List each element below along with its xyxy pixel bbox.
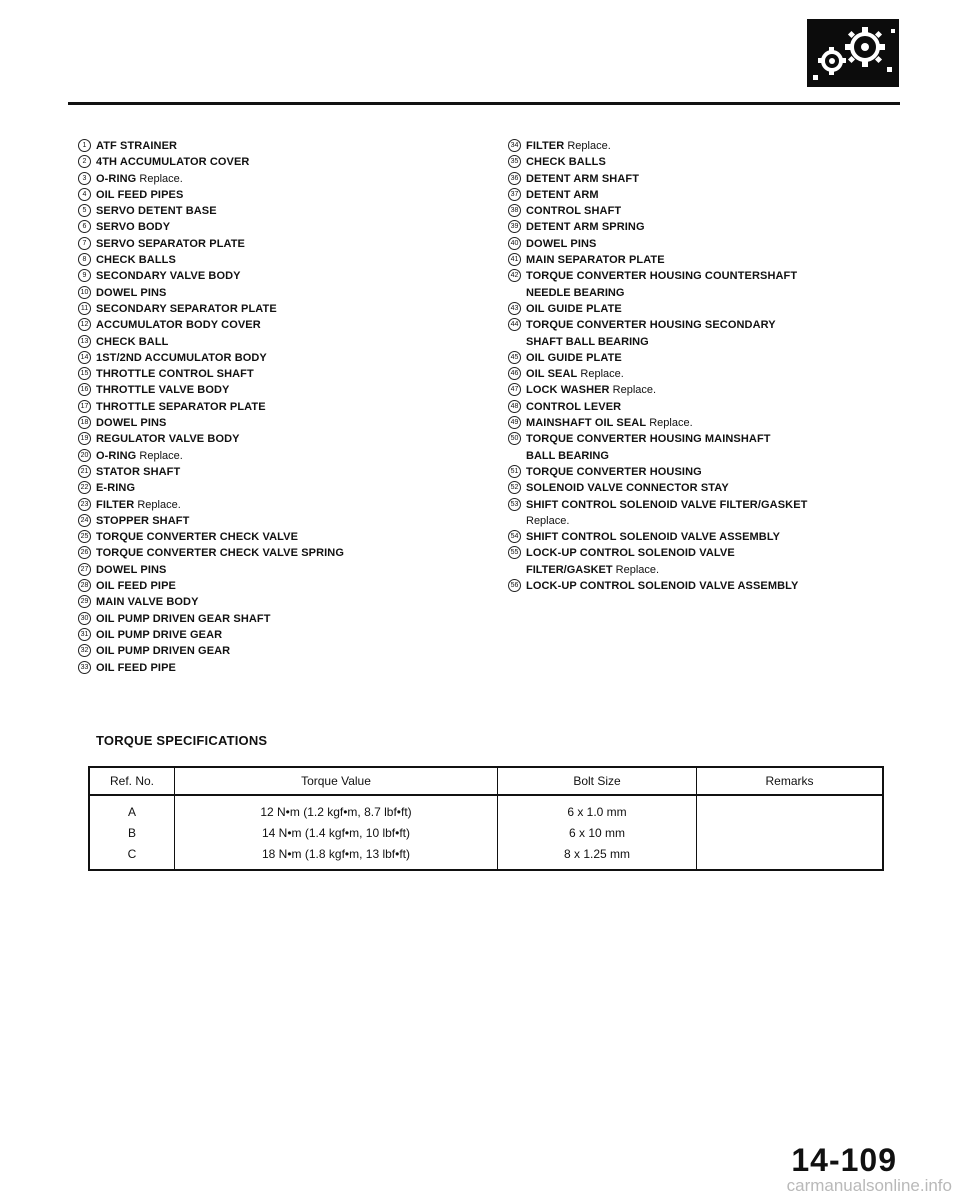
list-item [78, 545, 478, 561]
item-text [96, 431, 240, 447]
list-item [508, 317, 908, 350]
bolt-size: 8 x 1.25 mm [563, 847, 631, 861]
list-item [78, 627, 478, 643]
part-name: FILTER [526, 140, 565, 152]
item-number-badge: 6 [78, 220, 91, 233]
list-item [78, 448, 478, 464]
list-item [508, 203, 908, 219]
list-item [508, 415, 908, 431]
item-number-badge: 9 [78, 269, 91, 282]
part-note: Replace. [139, 172, 183, 185]
list-item [78, 350, 478, 366]
torque-cell [175, 795, 498, 870]
part-name: TORQUE CONVERTER HOUSING COUNTERSHAFT [526, 270, 798, 283]
part-note: Replace. [567, 140, 611, 152]
item-text [526, 268, 797, 301]
item-text [526, 236, 596, 252]
item-text [96, 382, 230, 398]
part-name: SERVO SEPARATOR PLATE [96, 237, 245, 250]
part-name: SERVO DETENT BASE [96, 205, 217, 218]
item-number-badge: 27 [78, 563, 91, 576]
part-name: CONTROL LEVER [526, 400, 622, 413]
bolt-size: 6 x 10 mm [568, 826, 625, 840]
part-name: O-RING [96, 449, 137, 462]
part-name: OIL FEED PIPE [96, 661, 176, 674]
ref-value: A [127, 805, 136, 819]
col-header-torque: Torque Value [175, 767, 498, 795]
item-text [96, 317, 261, 333]
list-item [508, 382, 908, 398]
item-number-badge: 15 [78, 367, 91, 380]
part-note: Replace. [139, 449, 183, 462]
part-name: SHIFT CONTROL SOLENOID VALVE FILTER/GASKET [526, 498, 808, 511]
item-text [96, 350, 267, 366]
list-item [78, 480, 478, 496]
item-text [96, 545, 344, 561]
part-name-line2: SHAFT BALL BEARING [526, 335, 649, 348]
item-number-badge: 46 [508, 367, 521, 380]
part-name-continued [526, 448, 771, 464]
list-item [78, 431, 478, 447]
item-number-badge: 30 [78, 612, 91, 625]
list-item [78, 301, 478, 317]
item-number-badge: 10 [78, 286, 91, 299]
part-name: LOCK-UP CONTROL SOLENOID VALVE ASSEMBLY [526, 580, 799, 593]
item-number-badge: 31 [78, 628, 91, 641]
part-note: Replace. [580, 368, 624, 381]
list-item [78, 252, 478, 268]
item-text [96, 660, 176, 676]
list-item [78, 578, 478, 594]
item-text [96, 171, 183, 187]
item-number-badge: 49 [508, 416, 521, 429]
torque-specs-table [88, 766, 884, 871]
remarks-cell [697, 795, 884, 870]
item-text [96, 301, 277, 317]
list-item [508, 138, 908, 154]
list-item [78, 187, 478, 203]
list-item [78, 529, 478, 545]
list-item [78, 497, 478, 513]
item-text [96, 366, 254, 382]
item-text [526, 382, 656, 398]
header-rule [68, 102, 900, 105]
list-item [78, 317, 478, 333]
item-text [96, 611, 271, 627]
list-item [78, 285, 478, 301]
item-number-badge: 7 [78, 237, 91, 250]
item-number-badge: 3 [78, 172, 91, 185]
list-item [78, 268, 478, 284]
item-number-badge: 52 [508, 481, 521, 494]
item-text [96, 236, 245, 252]
ref-value: C [127, 847, 137, 861]
item-number-badge: 56 [508, 579, 521, 592]
list-item [78, 660, 478, 676]
item-text [526, 154, 606, 170]
part-note: Replace. [526, 514, 570, 527]
list-item [508, 497, 908, 530]
item-number-badge: 32 [78, 644, 91, 657]
item-text [96, 578, 176, 594]
part-name: OIL GUIDE PLATE [526, 302, 622, 315]
part-name: SECONDARY VALVE BODY [96, 270, 241, 283]
part-name: DOWEL PINS [96, 563, 167, 576]
list-item [508, 219, 908, 235]
list-item [78, 562, 478, 578]
part-name: TORQUE CONVERTER HOUSING MAINSHAFT [526, 433, 771, 446]
list-item [78, 171, 478, 187]
item-number-badge: 36 [508, 172, 521, 185]
item-number-badge: 40 [508, 237, 521, 250]
part-name-line2: NEEDLE BEARING [526, 286, 625, 299]
list-item [78, 643, 478, 659]
item-number-badge: 39 [508, 220, 521, 233]
item-text [526, 252, 665, 268]
item-number-badge: 47 [508, 383, 521, 396]
list-item [78, 203, 478, 219]
item-text [96, 399, 266, 415]
part-name: OIL FEED PIPES [96, 188, 184, 201]
part-name: DETENT ARM SPRING [526, 221, 645, 234]
item-text [96, 497, 181, 513]
part-name: OIL GUIDE PLATE [526, 351, 622, 364]
item-number-badge: 25 [78, 530, 91, 543]
item-text [526, 545, 735, 578]
item-number-badge: 16 [78, 383, 91, 396]
item-number-badge: 23 [78, 498, 91, 511]
item-number-badge: 14 [78, 351, 91, 364]
item-text [96, 643, 230, 659]
item-number-badge: 51 [508, 465, 521, 478]
list-item [78, 399, 478, 415]
gears-icon [807, 19, 899, 87]
list-item [508, 187, 908, 203]
parts-list-right [508, 138, 908, 594]
part-name: CONTROL SHAFT [526, 205, 622, 218]
list-item [78, 415, 478, 431]
item-text [526, 350, 622, 366]
ref-cell [89, 795, 175, 870]
item-text [96, 154, 249, 170]
item-text [526, 480, 729, 496]
item-text [526, 399, 621, 415]
item-text [526, 415, 693, 431]
part-name-line2: BALL BEARING [526, 449, 609, 462]
list-item [78, 464, 478, 480]
item-number-badge: 55 [508, 546, 521, 559]
table-row [89, 795, 883, 870]
item-number-badge: 54 [508, 530, 521, 543]
part-name: SECONDARY SEPARATOR PLATE [96, 302, 277, 315]
part-name: MAIN SEPARATOR PLATE [526, 254, 665, 267]
item-text [526, 497, 807, 530]
item-text [526, 431, 771, 464]
list-item [508, 366, 908, 382]
part-name: ATF STRAINER [96, 140, 178, 152]
item-text [526, 578, 798, 594]
part-name: DETENT ARM SHAFT [526, 172, 640, 185]
item-text [526, 366, 624, 382]
item-number-badge: 2 [78, 155, 91, 168]
ref-value: B [127, 826, 136, 840]
list-item [508, 154, 908, 170]
item-number-badge: 13 [78, 335, 91, 348]
item-number-badge: 50 [508, 432, 521, 445]
list-item [78, 236, 478, 252]
page-number: 14-109 [791, 1142, 897, 1178]
item-text [96, 513, 189, 529]
watermark-text: carmanualsonline.info [786, 1176, 952, 1195]
item-number-badge: 5 [78, 204, 91, 217]
item-text [526, 138, 611, 154]
item-number-badge: 33 [78, 661, 91, 674]
item-text [96, 464, 180, 480]
torque-specs-title: TORQUE SPECIFICATIONS [96, 733, 268, 748]
list-item [78, 611, 478, 627]
part-name: CHECK BALLS [96, 254, 176, 267]
part-name: LOCK-UP CONTROL SOLENOID VALVE [526, 547, 735, 560]
item-text [526, 464, 702, 480]
item-text [96, 480, 135, 496]
list-item [508, 480, 908, 496]
item-text [96, 187, 183, 203]
item-text [96, 627, 222, 643]
part-name: THROTTLE VALVE BODY [96, 384, 230, 397]
item-number-badge: 29 [78, 595, 91, 608]
part-name: TORQUE CONVERTER HOUSING [526, 465, 702, 478]
item-text [96, 448, 183, 464]
item-text [526, 171, 639, 187]
item-number-badge: 37 [508, 188, 521, 201]
part-name: OIL PUMP DRIVE GEAR [96, 628, 223, 641]
part-note: Replace. [612, 384, 657, 397]
part-name: MAIN VALVE BODY [96, 596, 199, 609]
parts-list-left [78, 138, 478, 676]
part-name: 1ST/2ND ACCUMULATOR BODY [96, 351, 267, 364]
item-text [96, 268, 241, 284]
part-name: ACCUMULATOR BODY COVER [96, 319, 261, 332]
part-name: DETENT ARM [526, 188, 599, 201]
bolt-size: 6 x 1.0 mm [567, 805, 627, 819]
item-text [526, 317, 776, 350]
item-number-badge: 38 [508, 204, 521, 217]
list-item [508, 529, 908, 545]
part-name-line2: FILTER/GASKET [526, 563, 613, 576]
list-item [508, 578, 908, 594]
item-number-badge: 34 [508, 139, 521, 152]
list-item [78, 382, 478, 398]
item-text [96, 529, 298, 545]
part-name: OIL PUMP DRIVEN GEAR SHAFT [96, 612, 271, 625]
item-number-badge: 17 [78, 400, 91, 413]
col-header-bolt: Bolt Size [498, 767, 697, 795]
item-number-badge: 48 [508, 400, 521, 413]
part-name: MAINSHAFT OIL SEAL [526, 417, 647, 430]
item-number-badge: 11 [78, 302, 91, 315]
item-number-badge: 4 [78, 188, 91, 201]
part-name: SOLENOID VALVE CONNECTOR STAY [526, 482, 729, 495]
item-number-badge: 26 [78, 546, 91, 559]
part-name: SHIFT CONTROL SOLENOID VALVE ASSEMBLY [526, 531, 781, 544]
part-name: STATOR SHAFT [96, 465, 181, 478]
table-header-row [89, 767, 883, 795]
item-text [96, 219, 170, 235]
list-item [78, 513, 478, 529]
list-item [78, 154, 478, 170]
part-note: Replace. [615, 563, 660, 576]
item-text [96, 138, 177, 154]
item-text [96, 594, 199, 610]
bolt-cell [498, 795, 697, 870]
item-text [96, 334, 169, 350]
item-number-badge: 35 [508, 155, 521, 168]
item-number-badge: 41 [508, 253, 521, 266]
part-name: TORQUE CONVERTER CHECK VALVE SPRING [96, 547, 344, 560]
item-number-badge: 28 [78, 579, 91, 592]
item-text [96, 415, 166, 431]
list-item [78, 219, 478, 235]
part-name: CHECK BALL [96, 335, 169, 348]
part-note: Replace. [137, 498, 181, 511]
part-name: O-RING [96, 172, 137, 185]
part-name: E-RING [96, 482, 136, 495]
item-number-badge: 21 [78, 465, 91, 478]
list-item [508, 464, 908, 480]
part-name: THROTTLE CONTROL SHAFT [96, 368, 254, 381]
item-text [526, 529, 780, 545]
part-name: FILTER [96, 498, 135, 511]
item-text [526, 301, 622, 317]
part-name: OIL SEAL [526, 368, 578, 381]
section-logo [807, 19, 899, 87]
item-number-badge: 42 [508, 269, 521, 282]
col-header-ref: Ref. No. [89, 767, 175, 795]
part-name: REGULATOR VALVE BODY [96, 433, 240, 446]
item-text [96, 562, 166, 578]
item-number-badge: 20 [78, 449, 91, 462]
part-name: TORQUE CONVERTER CHECK VALVE [96, 531, 299, 544]
item-text [96, 285, 166, 301]
item-number-badge: 19 [78, 432, 91, 445]
part-name: OIL FEED PIPE [96, 580, 176, 593]
list-item [508, 236, 908, 252]
list-item [508, 301, 908, 317]
part-name: THROTTLE SEPARATOR PLATE [96, 400, 266, 413]
item-number-badge: 22 [78, 481, 91, 494]
item-number-badge: 44 [508, 318, 521, 331]
part-name: DOWEL PINS [96, 286, 167, 299]
item-number-badge: 12 [78, 318, 91, 331]
item-number-badge: 45 [508, 351, 521, 364]
list-item [508, 545, 908, 578]
part-note: Replace. [649, 417, 693, 430]
list-item [508, 268, 908, 301]
part-name: CHECK BALLS [526, 156, 606, 169]
item-text [96, 203, 217, 219]
part-name: SERVO BODY [96, 221, 171, 234]
item-text [526, 219, 645, 235]
list-item [78, 594, 478, 610]
item-number-badge: 43 [508, 302, 521, 315]
part-name: OIL PUMP DRIVEN GEAR [96, 645, 231, 658]
torque-value: 12 N•m (1.2 kgf•m, 8.7 lbf•ft) [260, 805, 412, 819]
part-name-continued [526, 334, 776, 350]
torque-value: 18 N•m (1.8 kgf•m, 13 lbf•ft) [262, 847, 410, 861]
part-name-continued [526, 562, 735, 578]
list-item [78, 138, 478, 154]
part-name: DOWEL PINS [96, 417, 167, 430]
part-name: DOWEL PINS [526, 237, 597, 250]
col-header-remarks: Remarks [697, 767, 884, 795]
item-number-badge: 8 [78, 253, 91, 266]
list-item [78, 334, 478, 350]
list-item [508, 350, 908, 366]
part-name-continued [526, 285, 797, 301]
part-name: STOPPER SHAFT [96, 514, 190, 527]
list-item [508, 399, 908, 415]
list-item [508, 171, 908, 187]
item-text [526, 187, 599, 203]
item-number-badge: 1 [78, 139, 91, 152]
item-number-badge: 24 [78, 514, 91, 527]
part-name: LOCK WASHER [526, 384, 610, 397]
item-number-badge: 18 [78, 416, 91, 429]
item-number-badge: 53 [508, 498, 521, 511]
list-item [508, 252, 908, 268]
item-text [526, 203, 621, 219]
part-name: 4TH ACCUMULATOR COVER [96, 156, 250, 169]
list-item [78, 366, 478, 382]
item-text [96, 252, 176, 268]
part-name: TORQUE CONVERTER HOUSING SECONDARY [526, 319, 776, 332]
list-item [508, 431, 908, 464]
torque-value: 14 N•m (1.4 kgf•m, 10 lbf•ft) [262, 826, 410, 840]
